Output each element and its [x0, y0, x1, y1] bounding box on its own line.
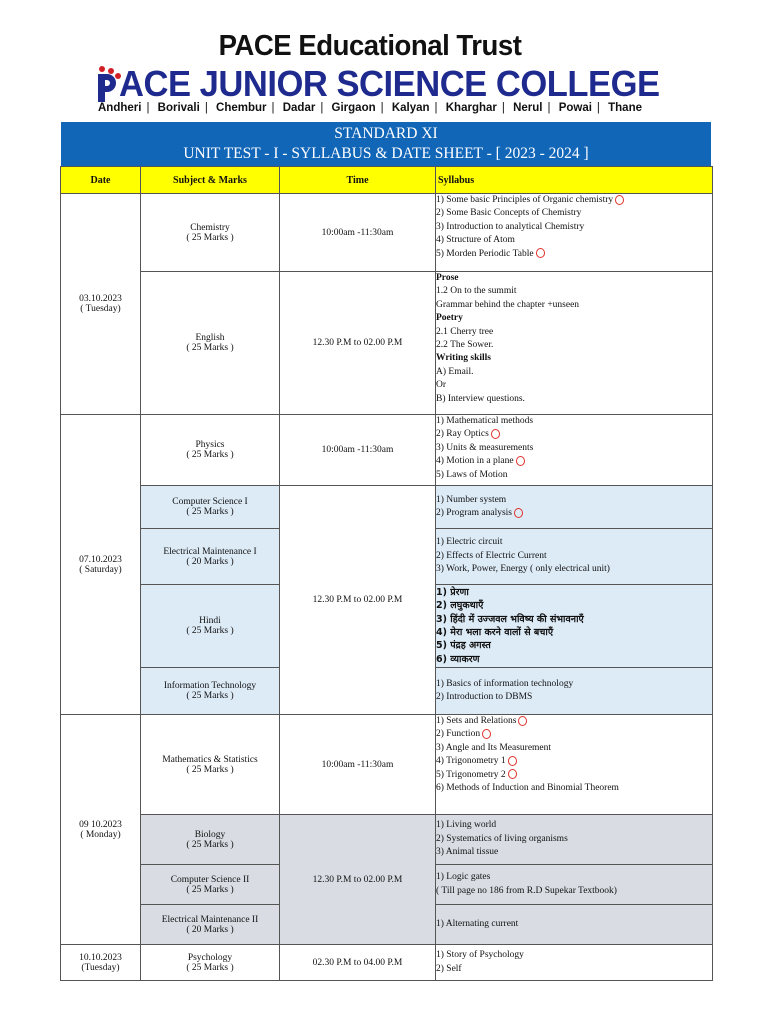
time-cell: 10:00am -11:30am — [280, 415, 436, 486]
subject-name: Computer Science II — [170, 874, 250, 885]
syllabus-item: 2.1 Cherry tree — [436, 326, 494, 337]
exam-day: ( Tuesday) — [80, 304, 121, 314]
syllabus-item: 2) Systematics of living organisms — [436, 833, 568, 844]
branch: Borivali — [157, 102, 200, 114]
syllabus-item: 2.2 The Sower. — [436, 340, 494, 351]
syllabus-item: 4) Trigonometry 1 — [436, 756, 506, 767]
subject-marks: ( 20 Marks ) — [186, 556, 234, 567]
table-row — [61, 486, 713, 529]
syllabus-item: 5) Morden Periodic Table — [436, 248, 534, 259]
handwritten-mark-icon — [518, 716, 527, 726]
syllabus-item: 2) Self — [436, 963, 462, 974]
branch: Dadar — [282, 102, 316, 114]
syllabus-item: 1) Number system — [436, 494, 507, 505]
subject-cell — [141, 194, 280, 272]
syllabus-item: Or — [436, 380, 447, 391]
branch: Kalyan — [391, 102, 430, 114]
subject-cell — [141, 486, 280, 529]
branch-list: Andheri | Borivali | Chembur | Dadar | Girgaon | Kalyan | Kharghar | Nerul | Powai | Thane — [97, 102, 642, 114]
subject-cell — [141, 905, 280, 945]
date-cell — [61, 194, 141, 415]
syllabus-item: 2) Introduction to DBMS — [436, 692, 533, 702]
handwritten-mark-icon — [516, 456, 525, 466]
syllabus-item: 2) Some Basic Concepts of Chemistry — [436, 208, 582, 219]
syllabus-cell — [436, 715, 713, 815]
time-cell: 12.30 P.M to 02.00 P.M — [280, 272, 436, 415]
syllabus-item: 5) Trigonometry 2 — [436, 769, 506, 780]
syllabus-item: 4) मेरा भला करने वालों से बचाएँ — [436, 627, 554, 638]
subject-marks: ( 25 Marks ) — [186, 450, 234, 460]
branch: Thane — [608, 102, 642, 114]
syllabus-cell — [436, 486, 713, 529]
syllabus-cell — [436, 815, 713, 865]
trust-name: PACE Educational Trust — [218, 30, 522, 62]
subject-name: Biology — [194, 829, 226, 840]
branch: Andheri — [97, 102, 142, 114]
syllabus-item: 1) Logic gates — [436, 872, 491, 883]
subject-name: Information Technology — [163, 681, 257, 691]
college-name-text: ACE JUNIOR SCIENCE COLLEGE — [119, 63, 660, 104]
syllabus-item: 1) Story of Psychology — [436, 950, 524, 961]
time-cell: 10:00am -11:30am — [280, 194, 436, 272]
subject-cell — [141, 715, 280, 815]
table-row — [61, 815, 713, 865]
syllabus-item: 1) Sets and Relations — [436, 716, 517, 726]
time-cell: 12.30 P.M to 02.00 P.M — [280, 815, 436, 945]
syllabus-cell — [436, 529, 713, 585]
syllabus-heading: Writing skills — [436, 353, 491, 364]
syllabus-item: B) Interview questions. — [436, 393, 525, 404]
syllabus-cell — [436, 945, 713, 981]
syllabus-item: 3) हिंदी में उज्जवल भविष्य की संभावनाएँ — [436, 613, 584, 625]
pace-logo-icon — [96, 66, 118, 102]
handwritten-mark-icon — [491, 429, 500, 439]
subject-name: Mathematics & Statistics — [162, 754, 258, 765]
exam-date: 09 10.2023 — [79, 819, 122, 830]
syllabus-item: 3) Introduction to analytical Chemistry — [436, 221, 585, 232]
subject-cell — [141, 815, 280, 865]
syllabus-item: 6) व्याकरण — [436, 653, 480, 665]
subject-marks: ( 20 Marks ) — [186, 924, 234, 935]
syllabus-item: 5) पंद्रह अगस्त — [436, 640, 491, 652]
syllabus-item: ( Till page no 186 from R.D Supekar Textbook) — [436, 885, 617, 896]
standard-title: STANDARD XI — [334, 125, 438, 142]
subject-cell — [141, 945, 280, 981]
syllabus-item: 1.2 On to the summit — [436, 286, 517, 297]
syllabus-item: 2) Program analysis — [436, 508, 512, 518]
college-name — [96, 63, 682, 105]
subject-name: Physics — [195, 440, 225, 450]
syllabus-cell — [436, 668, 713, 715]
syllabus-cell — [436, 272, 713, 415]
date-cell — [61, 715, 141, 945]
branch: Chembur — [216, 102, 267, 114]
table-row — [61, 194, 713, 272]
subject-marks: ( 25 Marks ) — [186, 626, 234, 636]
subject-column-header: Subject & Marks — [141, 167, 280, 194]
handwritten-mark-icon — [482, 729, 491, 739]
subject-marks: ( 25 Marks ) — [186, 691, 234, 701]
syllabus-item: A) Email. — [436, 366, 474, 377]
subject-name: Chemistry — [190, 222, 230, 233]
subject-cell — [141, 668, 280, 715]
syllabus-item: 1) प्रेरणा — [436, 586, 469, 598]
syllabus-column-header: Syllabus — [436, 167, 713, 194]
time-cell: 02.30 P.M to 04.00 P.M — [280, 945, 436, 981]
handwritten-mark-icon — [536, 248, 545, 258]
subject-marks: ( 25 Marks ) — [186, 343, 234, 353]
table-row — [61, 272, 713, 415]
handwritten-mark-icon — [508, 769, 517, 779]
syllabus-heading: Prose — [436, 273, 459, 283]
syllabus-item: 2) Function — [436, 729, 481, 740]
test-title: UNIT TEST - I - SYLLABUS & DATE SHEET - [ 2023 - 2024 ] — [183, 145, 589, 162]
subject-marks: ( 25 Marks ) — [186, 764, 234, 775]
syllabus-item: Grammar behind the chapter +unseen — [436, 299, 580, 310]
syllabus-item: 2) लघुकथाएँ — [436, 600, 484, 612]
syllabus-item: 3) Units & measurements — [436, 442, 534, 453]
syllabus-item: 1) Mathematical methods — [436, 416, 534, 426]
syllabus-item: 5) Laws of Motion — [436, 469, 508, 480]
date-sheet-table — [60, 166, 713, 981]
syllabus-heading: Poetry — [436, 313, 463, 324]
branch: Girgaon — [331, 102, 376, 114]
syllabus-item: 4) Structure of Atom — [436, 235, 515, 246]
subject-name: English — [195, 333, 225, 343]
table-row — [61, 945, 713, 981]
handwritten-mark-icon — [615, 195, 624, 205]
exam-date: 07.10.2023 — [79, 554, 122, 565]
handwritten-mark-icon — [514, 508, 523, 518]
subject-cell — [141, 529, 280, 585]
syllabus-item: 6) Methods of Induction and Binomial Theorem — [436, 783, 619, 794]
time-cell: 12.30 P.M to 02.00 P.M — [280, 486, 436, 715]
subject-name: Hindi — [199, 616, 221, 626]
handwritten-mark-icon — [508, 756, 517, 766]
syllabus-item: 1) Alternating current — [436, 918, 519, 929]
subject-name: Psychology — [187, 952, 233, 963]
date-column-header: Date — [61, 167, 141, 194]
exam-day: ( Saturday) — [79, 564, 122, 575]
subject-marks: ( 25 Marks ) — [186, 884, 234, 895]
syllabus-cell — [436, 865, 713, 905]
subject-cell — [141, 865, 280, 905]
syllabus-item: 1) Some basic Principles of Organic chemistry — [436, 195, 614, 205]
subject-marks: ( 25 Marks ) — [186, 507, 234, 517]
table-row — [61, 415, 713, 486]
syllabus-cell — [436, 194, 713, 272]
syllabus-item: 4) Motion in a plane — [436, 456, 514, 467]
table-header-row — [61, 167, 713, 194]
subject-name: Electrical Maintenance I — [163, 546, 257, 557]
syllabus-cell — [436, 415, 713, 486]
title-band — [61, 122, 711, 166]
subject-marks: ( 25 Marks ) — [186, 839, 234, 850]
syllabus-item: 2) Ray Optics — [436, 429, 489, 440]
time-cell: 10:00am -11:30am — [280, 715, 436, 815]
syllabus-item: 1) Basics of information technology — [436, 678, 574, 689]
exam-day: ( Monday) — [80, 829, 121, 840]
subject-name: Electrical Maintenance II — [161, 914, 259, 925]
syllabus-item: 2) Effects of Electric Current — [436, 550, 547, 561]
date-cell — [61, 945, 141, 981]
subject-cell — [141, 415, 280, 486]
branch: Nerul — [513, 102, 543, 114]
syllabus-cell — [436, 905, 713, 945]
syllabus-item: 3) Angle and Its Measurement — [436, 742, 552, 753]
time-column-header: Time — [280, 167, 436, 194]
letterhead — [0, 0, 768, 120]
subject-marks: ( 25 Marks ) — [186, 962, 234, 973]
exam-date: 03.10.2023 — [79, 294, 122, 304]
syllabus-item: 1) Electric circuit — [436, 537, 503, 548]
branch: Powai — [558, 102, 592, 114]
subject-marks: ( 25 Marks ) — [186, 232, 234, 243]
syllabus-item: 3) Work, Power, Energy ( only electrical unit) — [436, 564, 610, 575]
date-cell — [61, 415, 141, 715]
syllabus-item: 3) Animal tissue — [436, 847, 499, 858]
subject-cell — [141, 272, 280, 415]
syllabus-item: 1) Living world — [436, 820, 497, 831]
branch: Kharghar — [445, 102, 497, 114]
exam-day: (Tuesday) — [81, 962, 120, 973]
exam-date: 10.10.2023 — [79, 952, 122, 963]
subject-cell — [141, 585, 280, 668]
syllabus-cell — [436, 585, 713, 668]
subject-name: Computer Science I — [172, 497, 248, 507]
table-row — [61, 715, 713, 815]
